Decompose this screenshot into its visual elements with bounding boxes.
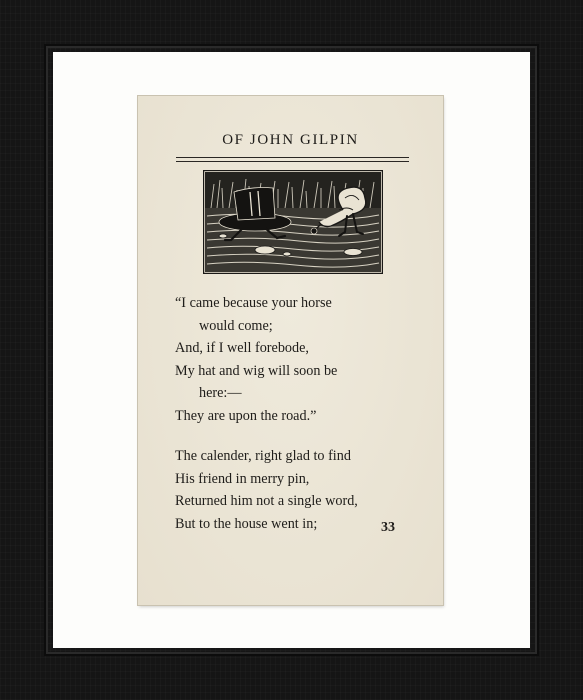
poem-line: “I came because your horse [175,295,332,311]
running-head: OF JOHN GILPIN [222,132,359,148]
woodcut-hat-and-wig-running-icon [203,170,383,274]
page-number: 33 [381,520,395,535]
poem-line: My hat and wig will soon be [175,362,338,379]
poem-line: But to the house went in; [175,515,318,532]
poem-line: would come; [199,317,273,334]
header-rule-bottom [176,161,409,162]
poem-line: The calender, right glad to find [175,448,351,464]
poem-line: here:— [199,385,242,401]
poem-line: His friend in merry pin, [175,470,310,487]
poem-line: Returned him not a single word, [175,493,358,509]
poem-text [175,292,415,535]
header-rule-top [176,157,409,158]
book-page [138,96,443,605]
poem-line: And, if I well forebode, [175,340,309,356]
stanza-gap [175,427,415,445]
poem-line: They are upon the road.” [175,407,317,424]
